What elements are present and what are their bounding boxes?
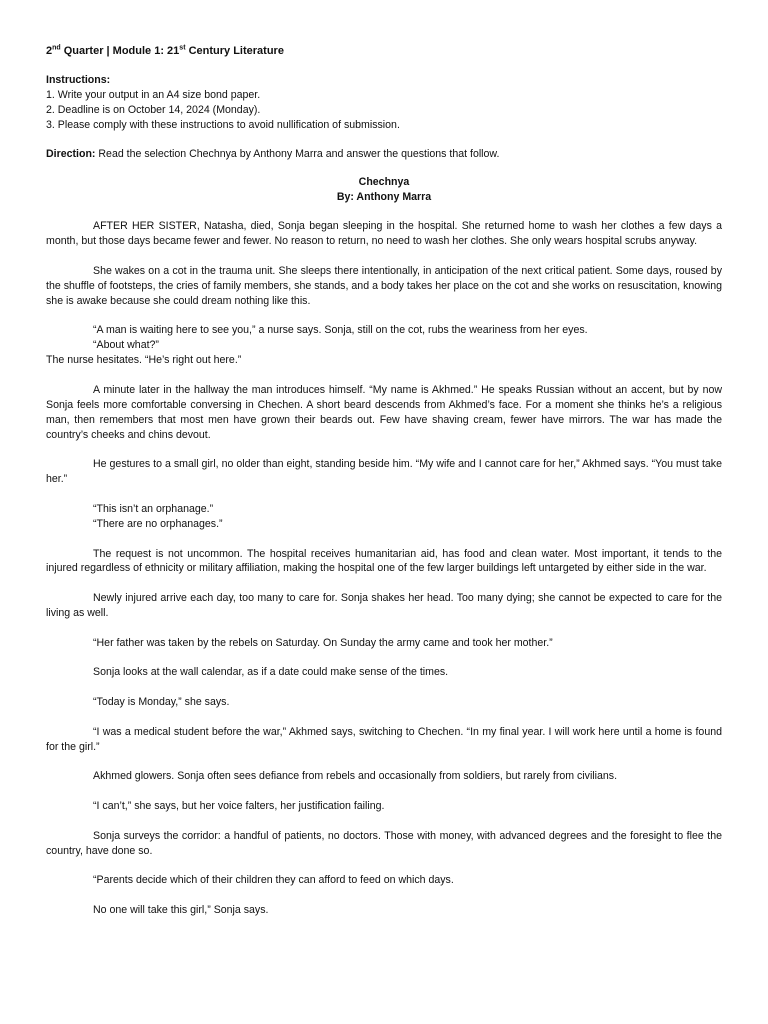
header-course-title: Century Literature xyxy=(185,45,284,57)
story-paragraph: Newly injured arrive each day, too many to care for. Sonja shakes her head. Too many dying; she cannot be expected to care for the living as well. xyxy=(46,592,722,620)
module-header xyxy=(46,44,722,59)
instruction-item: 1. Write your output in an A4 size bond paper. xyxy=(46,88,261,101)
story-paragraph: Sonja surveys the corridor: a handful of patients, no doctors. Those with money, with advanced degrees and the foresight to flee the country, have done so. xyxy=(46,829,722,857)
story-paragraph: She wakes on a cot in the trauma unit. She sleeps there intentionally, in anticipation of the next critical patient. Some days, roused by the shuffle of footsteps, the cries of family members, she stands, and a body takes her place on the cot and she works on resuscitation, knowing she is awake because she could dream nothing like this. xyxy=(46,264,722,307)
story-paragraph: “I can’t,” she says, but her voice falters, her justification failing. xyxy=(93,800,385,813)
story-paragraph: “Today is Monday,” she says. xyxy=(93,696,230,709)
story-dialogue-line: “There are no orphanages.” xyxy=(93,517,223,530)
story-paragraph: He gestures to a small girl, no older than eight, standing beside him. “My wife and I cannot care for her,” Akhmed says. “You must take her.” xyxy=(46,458,722,486)
story-paragraph: The request is not uncommon. The hospital receives humanitarian aid, has food and clean water. Most important, it tends to the injured regardless of ethnicity or military affiliation, making the hospital one of the few larger buildings left untargeted by either side in the war. xyxy=(46,547,722,575)
document-content xyxy=(46,44,722,933)
story-paragraph: A minute later in the hallway the man introduces himself. “My name is Akhmed.” He speaks Russian without an accent, but by now Sonja feels more comfortable conversing in Chechen. A short beard descends from Akhmed’s face. For a moment she thinks he’s a religious man, then remembers that most men have grown their beards out. Few have shaving cream, fewer have mirrors. The war has made the country’s cheeks and chins devout. xyxy=(46,383,722,441)
story-title: Chechnya xyxy=(358,176,410,189)
instructions-title: Instructions: xyxy=(46,73,111,86)
story-paragraph: “Parents decide which of their children they can afford to feed on which days. xyxy=(93,874,454,887)
story-dialogue-line: “This isn’t an orphanage.” xyxy=(93,502,214,515)
header-quarter-number: 2 xyxy=(46,45,53,57)
story-dialogue-line: “About what?” xyxy=(93,339,159,352)
direction-line xyxy=(46,147,722,162)
story-title-block xyxy=(46,175,722,205)
story-paragraph: “I was a medical student before the war,” Akhmed says, switching to Chechen. “In my final year. I will work here until a home is found for the girl.” xyxy=(46,725,722,753)
story-paragraph: Sonja looks at the wall calendar, as if a date could make sense of the times. xyxy=(93,666,449,679)
header-century-suffix: st xyxy=(179,44,186,52)
direction-text: Read the selection Chechnya by Anthony Marra and answer the questions that follow. xyxy=(95,147,500,160)
header-module-text: Quarter | Module 1: 21 xyxy=(60,45,180,57)
story-paragraph: No one will take this girl,” Sonja says. xyxy=(93,904,269,917)
story-byline: By: Anthony Marra xyxy=(336,191,432,204)
story-paragraph: Akhmed glowers. Sonja often sees defiance from rebels and occasionally from soldiers, but rarely from civilians. xyxy=(93,770,618,783)
story-paragraph: “Her father was taken by the rebels on Saturday. On Sunday the army came and took her mother.” xyxy=(93,636,553,649)
story-paragraph: AFTER HER SISTER, Natasha, died, Sonja began sleeping in the hospital. She returned home to wash her clothes a few days a month, but those days became fewer and fewer. No reason to return, no need to wash her clothes. She only wears hospital scrubs anyway. xyxy=(46,220,722,248)
story-body xyxy=(46,219,722,918)
header-quarter-suffix: nd xyxy=(52,44,61,52)
story-paragraph: “A man is waiting here to see you,” a nurse says. Sonja, still on the cot, rubs the weariness from her eyes. xyxy=(93,324,588,337)
instruction-item: 3. Please comply with these instructions to avoid nullification of submission. xyxy=(46,118,400,131)
direction-label: Direction: xyxy=(46,147,96,160)
story-dialogue-line: The nurse hesitates. “He’s right out here.” xyxy=(46,354,242,367)
instruction-item: 2. Deadline is on October 14, 2024 (Monday). xyxy=(46,103,261,116)
